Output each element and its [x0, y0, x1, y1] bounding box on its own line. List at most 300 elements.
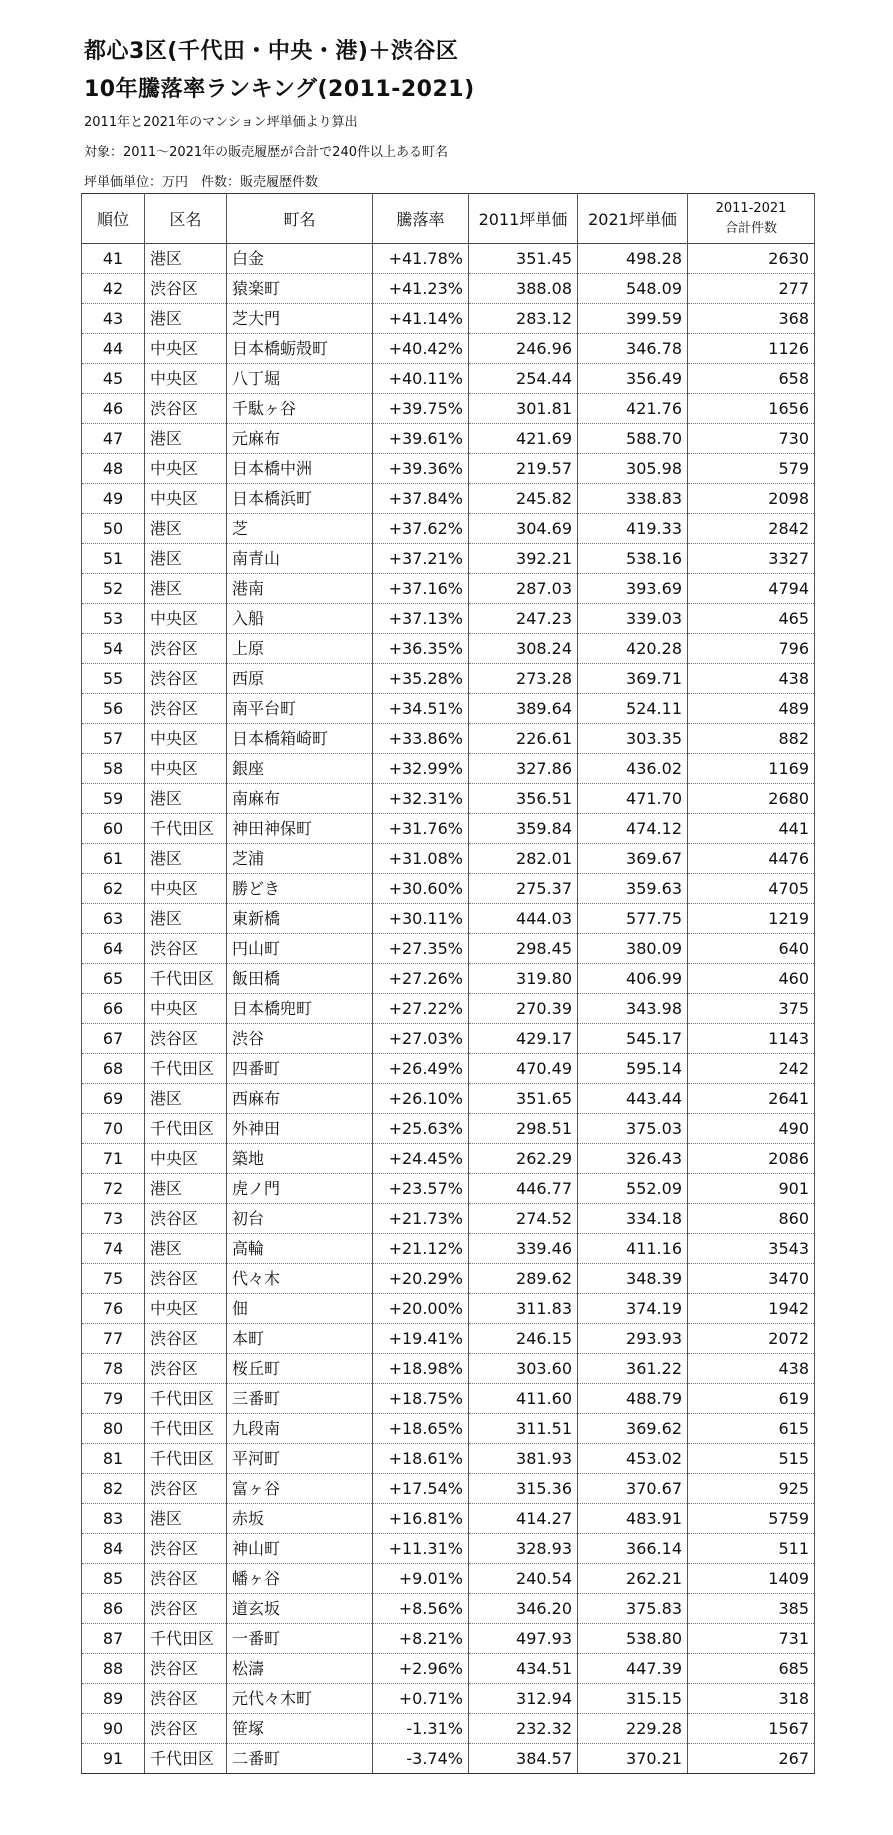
cell-rank: 87	[82, 1624, 145, 1654]
cell-total-count: 3470	[688, 1264, 815, 1294]
table-row	[82, 574, 815, 604]
table-row	[82, 1534, 815, 1564]
cell-ward: 中央区	[145, 334, 227, 364]
table-row	[82, 1624, 815, 1654]
cell-total-count: 901	[688, 1174, 815, 1204]
cell-price-2011: 388.08	[469, 274, 578, 304]
cell-ward: 港区	[145, 1234, 227, 1264]
cell-change-rate: +32.31%	[373, 784, 469, 814]
cell-change-rate: +36.35%	[373, 634, 469, 664]
cell-town: 円山町	[227, 934, 373, 964]
cell-town: 上原	[227, 634, 373, 664]
cell-town: 一番町	[227, 1624, 373, 1654]
cell-price-2021: 338.83	[578, 484, 688, 514]
table-row	[82, 1054, 815, 1084]
cell-town: 芝	[227, 514, 373, 544]
cell-price-2011: 421.69	[469, 424, 578, 454]
table-row	[82, 634, 815, 664]
cell-ward: 港区	[145, 844, 227, 874]
cell-price-2021: 406.99	[578, 964, 688, 994]
cell-price-2021: 471.70	[578, 784, 688, 814]
cell-town: 渋谷	[227, 1024, 373, 1054]
table-row	[82, 1504, 815, 1534]
cell-change-rate: +30.60%	[373, 874, 469, 904]
cell-change-rate: +27.03%	[373, 1024, 469, 1054]
cell-price-2021: 488.79	[578, 1384, 688, 1414]
cell-total-count: 2098	[688, 484, 815, 514]
cell-total-count: 658	[688, 364, 815, 394]
cell-rank: 43	[82, 304, 145, 334]
table-row	[82, 994, 815, 1024]
cell-total-count: 730	[688, 424, 815, 454]
table-row	[82, 1204, 815, 1234]
cell-price-2021: 420.28	[578, 634, 688, 664]
cell-rank: 67	[82, 1024, 145, 1054]
cell-rank: 47	[82, 424, 145, 454]
cell-rank: 45	[82, 364, 145, 394]
cell-rank: 82	[82, 1474, 145, 1504]
cell-rank: 66	[82, 994, 145, 1024]
column-header-change-rate: 騰落率	[373, 194, 469, 244]
cell-ward: 渋谷区	[145, 394, 227, 424]
cell-ward: 渋谷区	[145, 1354, 227, 1384]
cell-rank: 76	[82, 1294, 145, 1324]
cell-town: 虎ノ門	[227, 1174, 373, 1204]
cell-town: 佃	[227, 1294, 373, 1324]
cell-price-2021: 447.39	[578, 1654, 688, 1684]
table-row	[82, 244, 815, 274]
cell-town: 道玄坂	[227, 1594, 373, 1624]
cell-ward: 千代田区	[145, 964, 227, 994]
cell-town: 代々木	[227, 1264, 373, 1294]
cell-total-count: 640	[688, 934, 815, 964]
table-row	[82, 364, 815, 394]
cell-rank: 78	[82, 1354, 145, 1384]
cell-total-count: 1409	[688, 1564, 815, 1594]
cell-price-2021: 262.21	[578, 1564, 688, 1594]
cell-town: 元麻布	[227, 424, 373, 454]
cell-rank: 62	[82, 874, 145, 904]
subtitle-target-note: 対象：2011〜2021年の販売履歴が合計で240件以上ある町名	[84, 145, 448, 160]
column-header-price-2021: 2021坪単価	[578, 194, 688, 244]
cell-price-2021: 411.16	[578, 1234, 688, 1264]
cell-town: 西原	[227, 664, 373, 694]
cell-price-2011: 275.37	[469, 874, 578, 904]
table-row	[82, 1684, 815, 1714]
cell-price-2021: 369.71	[578, 664, 688, 694]
cell-change-rate: +25.63%	[373, 1114, 469, 1144]
cell-town: 四番町	[227, 1054, 373, 1084]
table-row	[82, 274, 815, 304]
cell-town: 猿楽町	[227, 274, 373, 304]
table-row	[82, 844, 815, 874]
table-row	[82, 1564, 815, 1594]
cell-price-2011: 226.61	[469, 724, 578, 754]
table-row	[82, 1264, 815, 1294]
cell-ward: 渋谷区	[145, 664, 227, 694]
cell-price-2011: 246.15	[469, 1324, 578, 1354]
cell-town: 日本橋箱崎町	[227, 724, 373, 754]
cell-ward: 渋谷区	[145, 1654, 227, 1684]
cell-change-rate: +39.75%	[373, 394, 469, 424]
cell-total-count: 1169	[688, 754, 815, 784]
cell-total-count: 1219	[688, 904, 815, 934]
table-row	[82, 1384, 815, 1414]
cell-change-rate: +37.13%	[373, 604, 469, 634]
cell-price-2021: 545.17	[578, 1024, 688, 1054]
title-line-2: 10年騰落率ランキング(2011-2021)	[84, 77, 475, 102]
cell-price-2011: 308.24	[469, 634, 578, 664]
cell-price-2011: 381.93	[469, 1444, 578, 1474]
table-row	[82, 1294, 815, 1324]
cell-total-count: 1126	[688, 334, 815, 364]
table-row	[82, 304, 815, 334]
cell-total-count: 1942	[688, 1294, 815, 1324]
cell-price-2011: 273.28	[469, 664, 578, 694]
cell-rank: 44	[82, 334, 145, 364]
cell-price-2021: 359.63	[578, 874, 688, 904]
cell-ward: 港区	[145, 424, 227, 454]
cell-change-rate: +37.62%	[373, 514, 469, 544]
cell-total-count: 465	[688, 604, 815, 634]
column-header-ward: 区名	[145, 194, 227, 244]
subtitle-calculation-note: 2011年と2021年のマンション坪単価より算出	[84, 115, 358, 130]
cell-price-2011: 497.93	[469, 1624, 578, 1654]
table-row	[82, 394, 815, 424]
cell-town: 三番町	[227, 1384, 373, 1414]
title-line-1: 都心3区(千代田・中央・港)＋渋谷区	[84, 39, 459, 64]
cell-price-2021: 588.70	[578, 424, 688, 454]
cell-total-count: 460	[688, 964, 815, 994]
cell-town: 富ヶ谷	[227, 1474, 373, 1504]
cell-change-rate: +23.57%	[373, 1174, 469, 1204]
cell-rank: 90	[82, 1714, 145, 1744]
table-row	[82, 424, 815, 454]
cell-change-rate: +27.22%	[373, 994, 469, 1024]
cell-ward: 中央区	[145, 364, 227, 394]
cell-ward: 千代田区	[145, 814, 227, 844]
cell-price-2021: 339.03	[578, 604, 688, 634]
cell-ward: 千代田区	[145, 1744, 227, 1774]
cell-rank: 49	[82, 484, 145, 514]
cell-price-2011: 315.36	[469, 1474, 578, 1504]
cell-rank: 88	[82, 1654, 145, 1684]
cell-price-2021: 421.76	[578, 394, 688, 424]
cell-total-count: 511	[688, 1534, 815, 1564]
cell-price-2011: 351.45	[469, 244, 578, 274]
column-header-price-2011: 2011坪単価	[469, 194, 578, 244]
cell-change-rate: +18.61%	[373, 1444, 469, 1474]
cell-change-rate: +37.84%	[373, 484, 469, 514]
cell-rank: 55	[82, 664, 145, 694]
table-row	[82, 904, 815, 934]
cell-price-2021: 380.09	[578, 934, 688, 964]
table-row	[82, 544, 815, 574]
column-header-count-label: 合計件数	[724, 220, 777, 236]
cell-total-count: 242	[688, 1054, 815, 1084]
cell-ward: 渋谷区	[145, 1024, 227, 1054]
cell-total-count: 2630	[688, 244, 815, 274]
cell-price-2011: 303.60	[469, 1354, 578, 1384]
cell-change-rate: +35.28%	[373, 664, 469, 694]
cell-price-2011: 392.21	[469, 544, 578, 574]
cell-price-2021: 326.43	[578, 1144, 688, 1174]
cell-ward: 千代田区	[145, 1384, 227, 1414]
cell-change-rate: +18.98%	[373, 1354, 469, 1384]
cell-price-2021: 419.33	[578, 514, 688, 544]
cell-change-rate: +19.41%	[373, 1324, 469, 1354]
cell-price-2011: 351.65	[469, 1084, 578, 1114]
table-row	[82, 1174, 815, 1204]
cell-price-2011: 389.64	[469, 694, 578, 724]
cell-rank: 53	[82, 604, 145, 634]
cell-price-2021: 483.91	[578, 1504, 688, 1534]
cell-change-rate: -1.31%	[373, 1714, 469, 1744]
cell-price-2011: 298.45	[469, 934, 578, 964]
cell-ward: 港区	[145, 1504, 227, 1534]
column-header-town: 町名	[227, 194, 373, 244]
cell-rank: 81	[82, 1444, 145, 1474]
cell-town: 白金	[227, 244, 373, 274]
cell-ward: 港区	[145, 304, 227, 334]
cell-price-2011: 270.39	[469, 994, 578, 1024]
cell-total-count: 1143	[688, 1024, 815, 1054]
cell-price-2021: 399.59	[578, 304, 688, 334]
cell-rank: 50	[82, 514, 145, 544]
cell-town: 日本橋中洲	[227, 454, 373, 484]
cell-ward: 港区	[145, 784, 227, 814]
cell-town: 日本橋浜町	[227, 484, 373, 514]
cell-town: 神山町	[227, 1534, 373, 1564]
cell-change-rate: +40.11%	[373, 364, 469, 394]
cell-total-count: 4476	[688, 844, 815, 874]
cell-price-2011: 411.60	[469, 1384, 578, 1414]
cell-price-2021: 498.28	[578, 244, 688, 274]
cell-change-rate: -3.74%	[373, 1744, 469, 1774]
cell-change-rate: +31.76%	[373, 814, 469, 844]
cell-ward: 渋谷区	[145, 1564, 227, 1594]
cell-ward: 港区	[145, 904, 227, 934]
cell-rank: 63	[82, 904, 145, 934]
cell-total-count: 579	[688, 454, 815, 484]
cell-total-count: 2641	[688, 1084, 815, 1114]
cell-change-rate: +24.45%	[373, 1144, 469, 1174]
cell-change-rate: +33.86%	[373, 724, 469, 754]
table-body	[82, 244, 815, 1774]
cell-town: 南平台町	[227, 694, 373, 724]
cell-rank: 42	[82, 274, 145, 304]
cell-price-2011: 356.51	[469, 784, 578, 814]
cell-town: 千駄ヶ谷	[227, 394, 373, 424]
cell-price-2011: 470.49	[469, 1054, 578, 1084]
table-row	[82, 724, 815, 754]
cell-change-rate: +8.56%	[373, 1594, 469, 1624]
cell-total-count: 318	[688, 1684, 815, 1714]
cell-price-2011: 254.44	[469, 364, 578, 394]
cell-town: 西麻布	[227, 1084, 373, 1114]
cell-ward: 渋谷区	[145, 1714, 227, 1744]
cell-total-count: 277	[688, 274, 815, 304]
table-row	[82, 1654, 815, 1684]
cell-change-rate: +26.10%	[373, 1084, 469, 1114]
cell-town: 幡ヶ谷	[227, 1564, 373, 1594]
cell-change-rate: +39.36%	[373, 454, 469, 484]
cell-ward: 渋谷区	[145, 934, 227, 964]
cell-price-2021: 305.98	[578, 454, 688, 484]
cell-town: 港南	[227, 574, 373, 604]
cell-price-2011: 232.32	[469, 1714, 578, 1744]
cell-town: 日本橋兜町	[227, 994, 373, 1024]
cell-rank: 70	[82, 1114, 145, 1144]
cell-ward: 中央区	[145, 604, 227, 634]
cell-total-count: 925	[688, 1474, 815, 1504]
cell-price-2021: 343.98	[578, 994, 688, 1024]
table-row	[82, 754, 815, 784]
cell-rank: 69	[82, 1084, 145, 1114]
table-row	[82, 694, 815, 724]
cell-change-rate: +8.21%	[373, 1624, 469, 1654]
cell-rank: 79	[82, 1384, 145, 1414]
table-row	[82, 1354, 815, 1384]
table-row	[82, 1594, 815, 1624]
cell-rank: 75	[82, 1264, 145, 1294]
cell-total-count: 619	[688, 1384, 815, 1414]
cell-ward: 渋谷区	[145, 1684, 227, 1714]
cell-price-2011: 298.51	[469, 1114, 578, 1144]
cell-price-2021: 548.09	[578, 274, 688, 304]
cell-ward: 中央区	[145, 1144, 227, 1174]
cell-town: 南青山	[227, 544, 373, 574]
cell-rank: 59	[82, 784, 145, 814]
cell-town: 入船	[227, 604, 373, 634]
cell-price-2011: 287.03	[469, 574, 578, 604]
cell-price-2011: 240.54	[469, 1564, 578, 1594]
cell-total-count: 685	[688, 1654, 815, 1684]
cell-total-count: 4705	[688, 874, 815, 904]
cell-change-rate: +9.01%	[373, 1564, 469, 1594]
cell-change-rate: +32.99%	[373, 754, 469, 784]
table-row	[82, 1144, 815, 1174]
cell-total-count: 796	[688, 634, 815, 664]
cell-price-2011: 339.46	[469, 1234, 578, 1264]
cell-price-2011: 429.17	[469, 1024, 578, 1054]
cell-total-count: 368	[688, 304, 815, 334]
cell-price-2011: 444.03	[469, 904, 578, 934]
cell-rank: 56	[82, 694, 145, 724]
cell-price-2021: 369.62	[578, 1414, 688, 1444]
table-row	[82, 664, 815, 694]
cell-price-2011: 219.57	[469, 454, 578, 484]
cell-total-count: 860	[688, 1204, 815, 1234]
cell-ward: 渋谷区	[145, 1474, 227, 1504]
cell-total-count: 515	[688, 1444, 815, 1474]
cell-total-count: 3543	[688, 1234, 815, 1264]
cell-price-2021: 595.14	[578, 1054, 688, 1084]
cell-total-count: 2842	[688, 514, 815, 544]
cell-rank: 57	[82, 724, 145, 754]
cell-price-2011: 319.80	[469, 964, 578, 994]
cell-total-count: 731	[688, 1624, 815, 1654]
cell-rank: 73	[82, 1204, 145, 1234]
cell-rank: 60	[82, 814, 145, 844]
cell-town: 平河町	[227, 1444, 373, 1474]
cell-town: 神田神保町	[227, 814, 373, 844]
table-row	[82, 874, 815, 904]
table-row	[82, 1324, 815, 1354]
cell-price-2021: 370.21	[578, 1744, 688, 1774]
cell-ward: 千代田区	[145, 1054, 227, 1084]
cell-ward: 千代田区	[145, 1114, 227, 1144]
cell-price-2021: 348.39	[578, 1264, 688, 1294]
cell-price-2011: 262.29	[469, 1144, 578, 1174]
cell-change-rate: +16.81%	[373, 1504, 469, 1534]
cell-change-rate: +18.65%	[373, 1414, 469, 1444]
cell-town: 築地	[227, 1144, 373, 1174]
cell-rank: 80	[82, 1414, 145, 1444]
cell-ward: 中央区	[145, 454, 227, 484]
cell-change-rate: +20.00%	[373, 1294, 469, 1324]
cell-town: 高輪	[227, 1234, 373, 1264]
cell-rank: 48	[82, 454, 145, 484]
cell-price-2021: 361.22	[578, 1354, 688, 1384]
cell-town: 桜丘町	[227, 1354, 373, 1384]
cell-change-rate: +37.16%	[373, 574, 469, 604]
cell-rank: 51	[82, 544, 145, 574]
cell-ward: 千代田区	[145, 1444, 227, 1474]
cell-ward: 港区	[145, 514, 227, 544]
column-header-count-period: 2011-2021	[715, 200, 787, 216]
cell-rank: 91	[82, 1744, 145, 1774]
cell-price-2021: 453.02	[578, 1444, 688, 1474]
cell-price-2021: 366.14	[578, 1534, 688, 1564]
cell-price-2021: 577.75	[578, 904, 688, 934]
cell-price-2011: 446.77	[469, 1174, 578, 1204]
cell-rank: 41	[82, 244, 145, 274]
cell-price-2021: 303.35	[578, 724, 688, 754]
cell-change-rate: +41.78%	[373, 244, 469, 274]
cell-price-2011: 414.27	[469, 1504, 578, 1534]
cell-rank: 65	[82, 964, 145, 994]
cell-total-count: 2086	[688, 1144, 815, 1174]
cell-town: 本町	[227, 1324, 373, 1354]
cell-change-rate: +41.14%	[373, 304, 469, 334]
cell-price-2011: 434.51	[469, 1654, 578, 1684]
table-row	[82, 1414, 815, 1444]
cell-total-count: 3327	[688, 544, 815, 574]
cell-price-2021: 229.28	[578, 1714, 688, 1744]
cell-total-count: 438	[688, 664, 815, 694]
cell-price-2011: 282.01	[469, 844, 578, 874]
table-row	[82, 1114, 815, 1144]
cell-total-count: 1656	[688, 394, 815, 424]
cell-total-count: 615	[688, 1414, 815, 1444]
cell-town: 元代々木町	[227, 1684, 373, 1714]
cell-total-count: 385	[688, 1594, 815, 1624]
cell-total-count: 2072	[688, 1324, 815, 1354]
cell-town: 二番町	[227, 1744, 373, 1774]
table-row	[82, 964, 815, 994]
cell-rank: 64	[82, 934, 145, 964]
cell-price-2021: 315.15	[578, 1684, 688, 1714]
cell-price-2021: 443.44	[578, 1084, 688, 1114]
cell-ward: 渋谷区	[145, 274, 227, 304]
cell-price-2011: 346.20	[469, 1594, 578, 1624]
column-header-rank: 順位	[82, 194, 145, 244]
cell-rank: 46	[82, 394, 145, 424]
cell-change-rate: +26.49%	[373, 1054, 469, 1084]
table-row	[82, 604, 815, 634]
cell-price-2011: 304.69	[469, 514, 578, 544]
